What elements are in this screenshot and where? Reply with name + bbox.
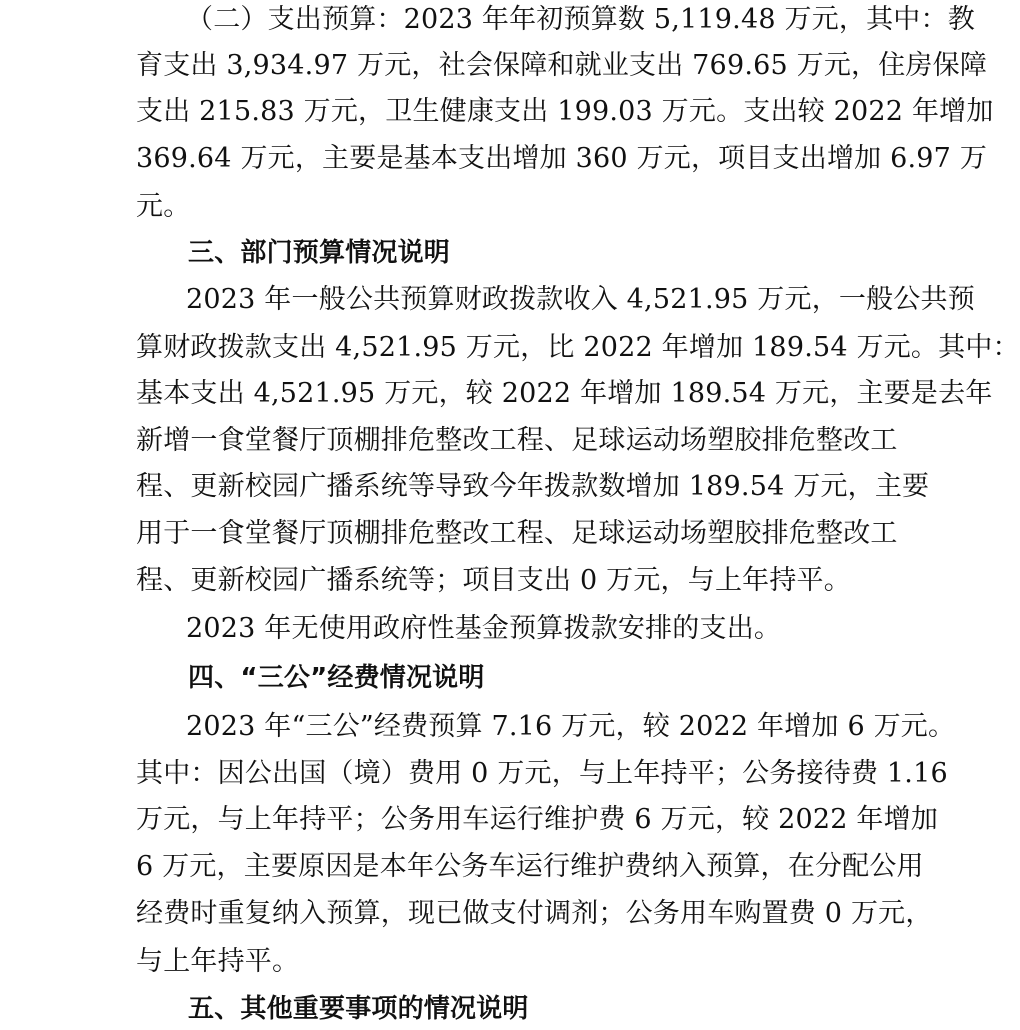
text-line: 育支出 3,934.97 万元，社会保障和就业支出 769.65 万元，住房保障 [136,50,988,81]
text-line: 新增一食堂餐厅顶棚排危整改工程、足球运动场塑胶排危整改工 [136,425,898,456]
text-line: 2023 年一般公共预算财政拨款收入 4,521.95 万元，一般公共预 [186,284,975,315]
text-line: 其中：因公出国（境）费用 0 万元，与上年持平；公务接待费 1.16 [136,758,948,789]
text-line: 6 万元，主要原因是本年公务车运行维护费纳入预算，在分配公用 [136,851,924,882]
section-heading-5: 五、其他重要事项的情况说明 [188,994,529,1024]
text-line: 程、更新校园广播系统等；项目支出 0 万元，与上年持平。 [136,565,851,596]
text-line: （二）支出预算：2023 年年初预算数 5,119.48 万元，其中：教 [186,4,975,35]
text-line: 用于一食堂餐厅顶棚排危整改工程、足球运动场塑胶排危整改工 [136,518,898,549]
text-line: 支出 215.83 万元，卫生健康支出 199.03 万元。支出较 2022 年增加 [136,96,994,127]
text-line: 2023 年“三公”经费预算 7.16 万元，较 2022 年增加 6 万元。 [186,711,956,742]
text-line: 万元，与上年持平；公务用车运行维护费 6 万元，较 2022 年增加 [136,804,939,835]
text-line: 2023 年无使用政府性基金预算拨款安排的支出。 [186,613,782,644]
section-heading-3: 三、部门预算情况说明 [188,238,451,268]
text-line: 与上年持平。 [136,946,300,977]
text-line: 369.64 万元，主要是基本支出增加 360 万元，项目支出增加 6.97 万 [136,143,988,174]
text-line: 经费时重复纳入预算，现已做支付调剂；公务用车购置费 0 万元， [136,898,933,929]
text-line: 程、更新校园广播系统等导致今年拨款数增加 189.54 万元，主要 [136,471,930,502]
text-line: 算财政拨款支出 4,521.95 万元，比 2022 年增加 189.54 万元。其中： [136,332,1020,363]
text-line: 元。 [136,191,191,222]
text-line: 基本支出 4,521.95 万元，较 2022 年增加 189.54 万元，主要是去年 [136,378,993,409]
section-heading-4: 四、“三公”经费情况说明 [188,663,485,693]
